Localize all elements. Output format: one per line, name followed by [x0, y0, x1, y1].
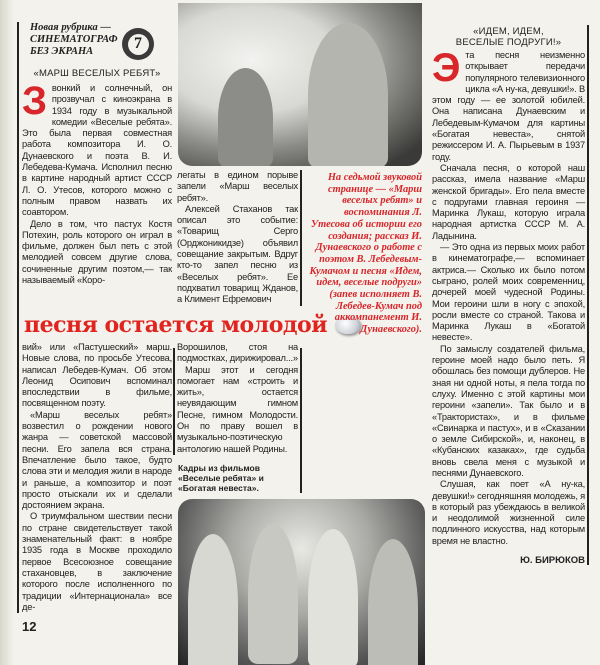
dropcap-e: Э — [432, 46, 461, 90]
dropcap-z: З — [22, 79, 47, 123]
rubric-line-1: Новая рубрика — — [30, 22, 111, 33]
middle-left-rule — [173, 348, 175, 455]
figure-woman — [248, 524, 298, 664]
paragraph: вий» или «Пастушеский» марш. Новые слова, по просьбе Утесова, написал Лебедев-Кумач. Об этом Леонид Осипович вспоминал впоследствии в фильме, посвященном поэту. — [22, 342, 172, 409]
rubric-line-3: БЕЗ ЭКРАНА — [30, 46, 94, 57]
article1-title: «МАРШ ВЕСЕЛЫХ РЕБЯТ» — [33, 68, 161, 79]
sound-page-badge — [122, 28, 154, 60]
right-column-rule — [587, 25, 589, 565]
author-signature: Ю. БИРЮКОВ — [520, 555, 585, 566]
photo-caption: Кадры из фильмов «Веселые ребята» и «Богатая невеста». — [178, 463, 264, 493]
figure-man — [308, 23, 388, 166]
paragraph: По замыслу создателей фильма, героине моей надо было петь. Я обошлась без помощи дублеров. Не зная ни одной ноты, я пела тогда по слуху. Именно с этой картины мои героини «запели». Так было и в «Трактористах», и в фильме «Свинарка и пастух», и в «Сказании о земле Сибирской», и, наконец, в «Кубанских казаках», где судьба вновь свела меня с музыкой и песнями Дунаевского. — [432, 343, 585, 478]
paragraph: О триумфальном шествии песни по стране свидетельствует такой знаменательный факт: в ноябре 1935 года в Москве проходило первое Всесоюзное совещание стахановцев, в заключение которого после исполненного по традиции «Интернационала» все де- — [22, 511, 172, 612]
badge-number: 7 — [128, 34, 149, 55]
rubric-line-2: СИНЕМАТОГРАФ — [30, 34, 118, 45]
film-still-bogataya-nevesta — [178, 499, 425, 665]
paragraph: «Марш веселых ребят» возвестил о рождении нового жанра — советской массовой песни. Его запела вся страна. Впечатление было такое, будто слова эти и мелодия жили в народе и раньше, а композитор и поэт просто отыскали их и сделали достоянием экрана. — [22, 409, 172, 511]
middle-column-rule — [300, 170, 302, 306]
figure-boy — [218, 68, 273, 166]
article2-title — [432, 26, 585, 48]
paragraph: Сначала песня, о которой наш рассказ, имела название «Марш женской бригады». Его пела вместе с подругами главная героиня — Маринка Лукаш, которую играла народная артистка СССР М. А. Ладынина. — [432, 162, 585, 241]
article1-middle-column — [177, 170, 298, 306]
paragraph: та песня неизменно открывает передачи популярного телевизионного цикла «А ну-ка, девушки!». В этом году — ее золотой юбилей. Она написана Дунаевским и Лебедевым-Кумачом для картины «Богатая невеста», снятой режиссером И. А. Пырьевым в 1937 году. — [432, 50, 585, 162]
figure-woman — [368, 539, 418, 665]
paragraph: вонкий и солнечный, он прозвучал с киноэкрана в 1934 году в музыкальной комедии «Веселые ребята». Это была первая совместная работа композитора И. О. Дунаевского и поэта В. И. Лебедева-Кумача. Исполнил песню в картине народный артист СССР Л. О. Утесов, которого можно с полным правом назвать их соавтором. — [22, 83, 172, 218]
page-number: 12 — [22, 619, 37, 634]
article1-middle-lower-column — [177, 342, 298, 455]
article1-left-lower-column — [22, 342, 172, 613]
film-still-veselye-rebyata — [178, 3, 422, 166]
paragraph: Алексей Стаханов так описал это событие: «Товарищ Серго (Орджоникидзе) объявил совещание закрытым. Вдруг кто-то запел песню из «Веселых ребят». Ее подхватил товарищ Жданов, а Климент Ефремович — [177, 203, 298, 305]
paragraph: Слушая, как поет «А ну-ка, девушки!» сегодняшняя молодежь, я в который раз убеждаюсь в великой и неодолимой жизненной силе подлинного искусства, над которым время не властно. — [432, 479, 585, 546]
left-column-rule — [17, 22, 19, 613]
article2-title-line-2: ВЕСЕЛЫЕ ПОДРУГИ!» — [455, 37, 562, 48]
paragraph: — Это одна из первых моих работ в кинематографе,— вспоминает актриса.— Сколько их было потом сыграно, ролей моих современниц, дочерей моей чудесной Родины. Мои героини шли в ногу с эпохой, росли вместе со страной. Такова и Маринка Лукаш в «Богатой невесте». — [432, 242, 585, 343]
paragraph: Дело в том, что пастух Костя Потехин, роль которого он играл в фильме, должен был петь с этой мелодией совсем другие слова, сочиненные другим поэтом,— так называемый «Коро- — [22, 218, 172, 286]
page-fold-shadow — [0, 0, 14, 665]
figure-woman — [188, 534, 238, 665]
sound-page-note: На седьмой звуковой странице — «Марш веселых ребят» и воспоминания Л. Утесова об истории его создания; рассказ И. Дунаевского о работе с поэтом В. Лебедевым-Кумачом и песня «Идем, идем, веселые подруги» (запев исполняет В. Лебедев-Кумач под аккомпанемент И. Дунаевского). — [309, 172, 422, 336]
paragraph: легаты в едином порыве запели «Марш веселых ребят». — [177, 170, 298, 203]
article1-left-column — [22, 79, 172, 286]
headline: песня остается молодой — [24, 312, 328, 338]
article2-column — [432, 46, 585, 547]
figure-woman — [308, 529, 358, 665]
paragraph: Марш этот и сегодня помогает нам «строить и жить», остается неувядающим гимном Песне, гимном Молодости. Он по праву вошел в музыкально-поэтическую антологию нашей Родины. — [177, 364, 298, 454]
paragraph: Ворошилов, стоя на подмостках, дирижировал...» — [177, 342, 298, 364]
rubric-heading — [30, 22, 118, 58]
article2-title-line-1: «ИДЕМ, ИДЕМ, — [473, 26, 544, 37]
